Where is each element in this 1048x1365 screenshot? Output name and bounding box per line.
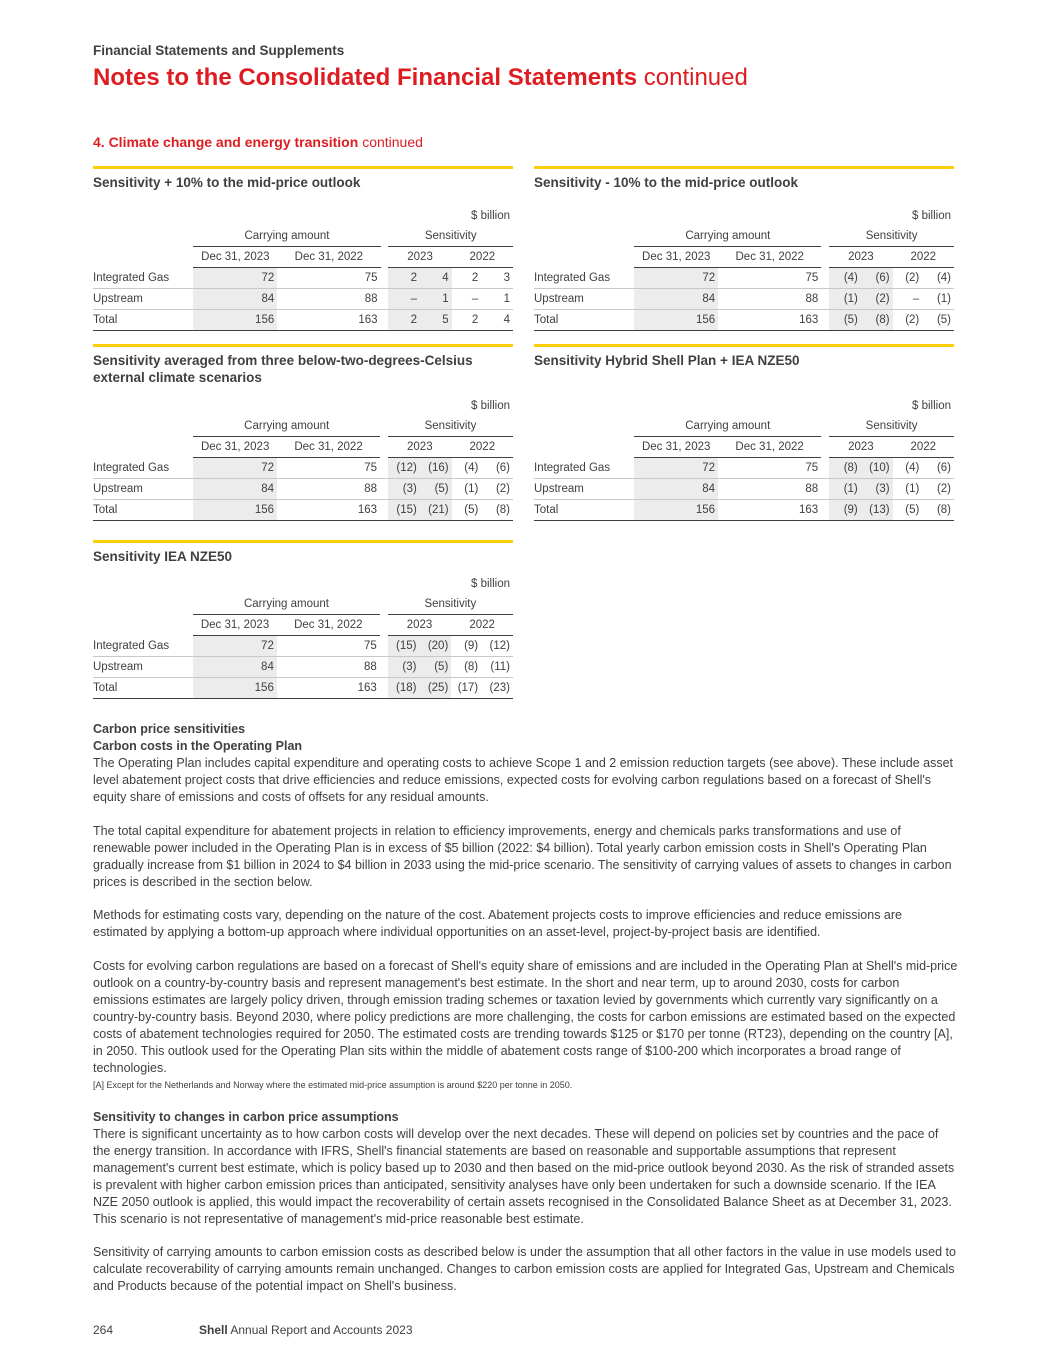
group-sensitivity: Sensitivity [388, 594, 513, 615]
group-header-row [93, 594, 513, 615]
carrying-2023: 156 [634, 310, 718, 331]
footnote: [A] Except for the Netherlands and Norway where the estimated mid-price assumption is around $220 per tonne in 2050. [93, 1080, 573, 1090]
year-dec-2022: Dec 31, 2022 [718, 247, 821, 268]
sensitivity-2023-a: (3) [388, 657, 420, 678]
year-2022: 2022 [893, 247, 954, 268]
sensitivity-2023-b: (2) [861, 289, 893, 310]
carrying-2022: 163 [277, 678, 380, 699]
sensitivity-2023-a: (3) [388, 479, 420, 500]
carrying-2022: 88 [718, 479, 821, 500]
sensitivity-2023-a: (4) [829, 268, 861, 289]
footer-brand: Shell [199, 1323, 228, 1337]
heading-sensitivity-carbon-price: Sensitivity to changes in carbon price assumptions [93, 1110, 399, 1124]
carrying-2023: 84 [193, 479, 277, 500]
row-label: Total [534, 500, 634, 521]
carrying-2023: 72 [634, 268, 718, 289]
group-carrying-amount: Carrying amount [634, 416, 821, 437]
table-row [534, 268, 954, 289]
sensitivity-2022-b: (6) [922, 458, 954, 479]
heading-carbon-costs-operating-plan: Carbon costs in the Operating Plan [93, 739, 303, 753]
unit-label: $ billion [471, 210, 510, 222]
carrying-2022: 163 [277, 500, 380, 521]
carrying-2023: 156 [193, 678, 277, 699]
carrying-2023: 84 [634, 289, 718, 310]
row-label: Integrated Gas [93, 636, 193, 657]
year-2023: 2023 [388, 615, 452, 636]
sensitivity-2022-b: (4) [922, 268, 954, 289]
section-title [93, 134, 423, 150]
year-2023: 2023 [388, 437, 452, 458]
table-sensitivity-plus-10 [93, 166, 513, 326]
unit-label: $ billion [912, 210, 951, 222]
carrying-2022: 75 [277, 636, 380, 657]
group-carrying-amount: Carrying amount [193, 226, 380, 247]
sensitivity-2023-b: (10) [861, 458, 893, 479]
row-label: Integrated Gas [534, 268, 634, 289]
sensitivity-2022-a: (5) [893, 500, 923, 521]
group-header-row [534, 416, 954, 437]
unit-label: $ billion [912, 400, 951, 412]
sensitivity-2022-a: (4) [452, 458, 482, 479]
page-title-continued: continued [643, 64, 748, 91]
sensitivity-2023-b: (21) [420, 500, 452, 521]
table-row [93, 479, 513, 500]
sensitivity-2023-b: 5 [420, 310, 452, 331]
header-section-label: Financial Statements and Supplements [93, 43, 345, 58]
table-row [534, 310, 954, 331]
footer-report [199, 1323, 413, 1337]
year-2023: 2023 [388, 247, 451, 268]
unit-row [93, 396, 513, 416]
page-title-main: Notes to the Consolidated Financial Statements [93, 64, 638, 91]
table-row [93, 310, 513, 331]
sensitivity-2023-b: (16) [420, 458, 452, 479]
year-dec-2023: Dec 31, 2023 [634, 437, 718, 458]
year-2022: 2022 [452, 437, 513, 458]
data-table [534, 206, 954, 331]
carrying-2022: 163 [718, 500, 821, 521]
sensitivity-2023-b: 1 [420, 289, 452, 310]
unit-row [93, 206, 513, 226]
year-dec-2023: Dec 31, 2023 [193, 615, 277, 636]
table-row [534, 479, 954, 500]
carrying-2022: 75 [277, 268, 380, 289]
year-2023: 2023 [829, 437, 892, 458]
sensitivity-2022-b: (8) [481, 500, 513, 521]
year-2022: 2022 [451, 615, 513, 636]
year-header-row [93, 615, 513, 636]
carrying-2022: 88 [277, 289, 380, 310]
row-label: Integrated Gas [93, 458, 193, 479]
sensitivity-2022-a: (4) [893, 458, 923, 479]
sensitivity-2023-a: (12) [388, 458, 420, 479]
year-dec-2022: Dec 31, 2022 [277, 437, 380, 458]
year-header-row [534, 247, 954, 268]
group-header-row [534, 226, 954, 247]
year-dec-2022: Dec 31, 2022 [277, 247, 380, 268]
row-label: Upstream [93, 479, 193, 500]
table-row [93, 289, 513, 310]
group-header-row [93, 416, 513, 437]
carrying-2023: 84 [193, 289, 277, 310]
page-number: 264 [93, 1323, 114, 1337]
unit-label: $ billion [471, 578, 510, 590]
sensitivity-2023-a: 2 [388, 310, 420, 331]
carrying-2023: 156 [634, 500, 718, 521]
sensitivity-2022-a: 2 [452, 268, 482, 289]
section-title-continued: continued [362, 134, 423, 150]
footer-report-name: Annual Report and Accounts 2023 [230, 1323, 413, 1337]
row-label: Integrated Gas [534, 458, 634, 479]
table-accent-bar [93, 166, 513, 169]
sensitivity-2023-a: (18) [388, 678, 420, 699]
sensitivity-2023-b: (25) [419, 678, 451, 699]
paragraph-3: Methods for estimating costs vary, depending on the nature of the cost. Abatement projects costs to improve efficiencies and reduce emissions are estimated by applying a bottom-up approach where individual opportunities on an asset-level, project-by-project basis are identified. [93, 908, 902, 939]
sensitivity-2022-a: 2 [452, 310, 482, 331]
sensitivity-2023-a: (5) [829, 310, 861, 331]
unit-row [534, 396, 954, 416]
carrying-2022: 163 [277, 310, 380, 331]
table-title: Sensitivity - 10% to the mid-price outlook [534, 175, 799, 190]
table-accent-bar [534, 344, 954, 347]
sensitivity-2023-a: (15) [388, 500, 420, 521]
table-sensitivity-below-two-degrees [93, 344, 513, 516]
sensitivity-2023-b: (6) [861, 268, 893, 289]
year-2022: 2022 [452, 247, 513, 268]
paragraph-6: Sensitivity of carrying amounts to carbon emission costs as described below is under the assumption that all other factors in the value in use models used to calculate recoverability of carrying amounts remain unchanged. Changes to carbon emission costs are applied for Integrated Gas, Upstream and Chemicals and Products because of the potential impact on Shell's business. [93, 1245, 956, 1293]
sensitivity-2022-b: 1 [481, 289, 513, 310]
page-title [93, 64, 748, 92]
year-2022: 2022 [893, 437, 954, 458]
table-title: Sensitivity + 10% to the mid-price outlook [93, 175, 361, 190]
year-dec-2023: Dec 31, 2023 [193, 437, 277, 458]
sensitivity-2022-b: (2) [922, 479, 954, 500]
year-dec-2022: Dec 31, 2022 [718, 437, 821, 458]
year-dec-2022: Dec 31, 2022 [277, 615, 380, 636]
data-table [93, 396, 513, 521]
sensitivity-2022-a: (2) [893, 310, 923, 331]
carrying-2023: 156 [193, 310, 277, 331]
table-sensitivity-hybrid-shell-plan [534, 344, 954, 516]
table-row [93, 657, 513, 678]
sensitivity-2022-b: (11) [481, 657, 513, 678]
row-label: Total [534, 310, 634, 331]
row-label: Total [93, 678, 193, 699]
year-header-row [93, 437, 513, 458]
group-carrying-amount: Carrying amount [634, 226, 821, 247]
carrying-2022: 88 [277, 657, 380, 678]
data-table [93, 206, 513, 331]
sensitivity-2022-a: (17) [451, 678, 481, 699]
paragraph-5: There is significant uncertainty as to how carbon costs will develop over the next decades. These will depend on policies set by countries and the pace of the energy transition. In accordance with IFRS, Shell's financial statements are based on reasonable and supportable assumptions that represent management's current best estimate, which is policy based up to 2030 and then based on the mid-price outlook beyond 2030. As the risk of stranded assets is prevalent with higher carbon emission prices than anticipated, sensitivity analyses have only been undertaken for such a downside scenario. If the IEA NZE 2050 outlook is applied, this would impact the recoverability of certain assets recognised in the Consolidated Balance Sheet as at December 31, 2023. This scenario is not representative of management's mid-price reasonable best estimate. [93, 1127, 955, 1226]
row-label: Integrated Gas [93, 268, 193, 289]
year-dec-2023: Dec 31, 2023 [193, 247, 277, 268]
sensitivity-2023-b: (5) [420, 479, 452, 500]
sensitivity-2022-b: (12) [481, 636, 513, 657]
table-row [93, 268, 513, 289]
row-label: Upstream [93, 657, 193, 678]
row-label: Upstream [93, 289, 193, 310]
unit-label: $ billion [471, 400, 510, 412]
carrying-2022: 163 [718, 310, 821, 331]
sensitivity-2022-a: (5) [452, 500, 482, 521]
group-header-row [93, 226, 513, 247]
sensitivity-2022-b: 3 [481, 268, 513, 289]
sensitivity-2022-a: (1) [893, 479, 923, 500]
sensitivity-2022-a: – [452, 289, 482, 310]
table-row [93, 458, 513, 479]
group-sensitivity: Sensitivity [388, 226, 513, 247]
year-header-row [93, 247, 513, 268]
sensitivity-2023-a: (1) [829, 479, 861, 500]
heading-carbon-price-sensitivities: Carbon price sensitivities [93, 722, 246, 736]
table-title: Sensitivity Hybrid Shell Plan + IEA NZE50 [534, 353, 800, 368]
data-table [93, 574, 513, 699]
section-title-main: 4. Climate change and energy transition [93, 134, 359, 150]
sensitivity-2022-b: 4 [481, 310, 513, 331]
sensitivity-2023-a: (9) [829, 500, 861, 521]
paragraph-1: The Operating Plan includes capital expenditure and operating costs to achieve Scope 1 and 2 emission reduction targets (see above). These include asset level abatement project costs that drive efficiencies and reduce emissions, expected costs for evolving carbon regulations based on a forecast of Shell's equity share of emissions and costs of offsets for any residual amounts. [93, 756, 954, 804]
sensitivity-2023-a: (15) [388, 636, 420, 657]
table-title: Sensitivity averaged from three below-two-degrees-Celsius external climate scenarios [93, 353, 473, 385]
table-accent-bar [93, 540, 513, 543]
group-sensitivity: Sensitivity [388, 416, 513, 437]
sensitivity-2023-b: 4 [420, 268, 452, 289]
sensitivity-2023-b: (13) [861, 500, 893, 521]
table-row [93, 678, 513, 699]
sensitivity-2022-b: (8) [922, 500, 954, 521]
paragraph-4: Costs for evolving carbon regulations are based on a forecast of Shell's equity share of emissions and are included in the Operating Plan at Shell's mid-price outlook on a country-by-country basis and represent management's best estimate. In the short and near term, up to around 2030, costs for carbon emissions estimates are largely policy driven, through emission trading schemes or taxation levied by governments which currently vary significantly on a country-by-country basis. Beyond 2030, where policy predictions are more challenging, the costs for carbon emissions are estimated based on the expected costs of abatement technologies required for 2050. The estimated costs are trending towards $125 or $170 per tonne (RT23), depending on the country [A], in 2050. This outlook used for the Operating Plan sits within the middle of abatement costs range of $100-200 which incorporates a broad range of technologies. [93, 959, 958, 1075]
sensitivity-2023-a: (1) [829, 289, 861, 310]
carrying-2022: 75 [718, 458, 821, 479]
table-sensitivity-minus-10 [534, 166, 954, 326]
carrying-2022: 88 [277, 479, 380, 500]
sensitivity-2023-a: (8) [829, 458, 861, 479]
sensitivity-2022-b: (5) [922, 310, 954, 331]
sensitivity-2023-a: – [388, 289, 420, 310]
sensitivity-2023-b: (5) [419, 657, 451, 678]
paragraph-2: The total capital expenditure for abatement projects in relation to efficiency improvements, energy and chemicals parks transformations and use of renewable power included in the Operating Plan is in excess of $5 billion (2022: $4 billion). Total yearly carbon emission costs in Shell's Operating Plan gradually increase from $1 billion in 2024 to $4 billion in 2033 using the mid-price scenario. The sensitivity of carrying values of assets to changes in carbon prices is described in the section below. [93, 824, 952, 889]
unit-row [93, 574, 513, 594]
sensitivity-2023-a: 2 [388, 268, 420, 289]
table-accent-bar [534, 166, 954, 169]
sensitivity-2022-a: (8) [451, 657, 481, 678]
sensitivity-2022-a: – [893, 289, 923, 310]
group-carrying-amount: Carrying amount [193, 594, 380, 615]
carrying-2023: 84 [634, 479, 718, 500]
sensitivity-2022-a: (2) [893, 268, 923, 289]
table-row [534, 500, 954, 521]
sensitivity-2022-a: (9) [451, 636, 481, 657]
sensitivity-2023-b: (20) [419, 636, 451, 657]
carrying-2022: 75 [718, 268, 821, 289]
year-header-row [534, 437, 954, 458]
group-sensitivity: Sensitivity [829, 226, 954, 247]
carrying-2022: 88 [718, 289, 821, 310]
sensitivity-2022-b: (6) [481, 458, 513, 479]
unit-row [534, 206, 954, 226]
carrying-2022: 75 [277, 458, 380, 479]
year-2023: 2023 [829, 247, 892, 268]
sensitivity-2023-b: (3) [861, 479, 893, 500]
sensitivity-2022-b: (2) [481, 479, 513, 500]
data-table [534, 396, 954, 521]
year-dec-2023: Dec 31, 2023 [634, 247, 718, 268]
table-row [534, 289, 954, 310]
table-row [534, 458, 954, 479]
carrying-2023: 156 [193, 500, 277, 521]
row-label: Upstream [534, 479, 634, 500]
carrying-2023: 72 [193, 636, 277, 657]
row-label: Upstream [534, 289, 634, 310]
group-sensitivity: Sensitivity [829, 416, 954, 437]
carrying-2023: 72 [193, 268, 277, 289]
carrying-2023: 72 [634, 458, 718, 479]
sensitivity-2023-b: (8) [861, 310, 893, 331]
table-title: Sensitivity IEA NZE50 [93, 549, 233, 564]
table-row [93, 636, 513, 657]
sensitivity-2022-a: (1) [452, 479, 482, 500]
group-carrying-amount: Carrying amount [193, 416, 380, 437]
table-accent-bar [93, 344, 513, 347]
sensitivity-2022-b: (23) [481, 678, 513, 699]
carrying-2023: 84 [193, 657, 277, 678]
sensitivity-2022-b: (1) [922, 289, 954, 310]
row-label: Total [93, 310, 193, 331]
carrying-2023: 72 [193, 458, 277, 479]
row-label: Total [93, 500, 193, 521]
table-row [93, 500, 513, 521]
table-sensitivity-iea-nze50 [93, 540, 513, 694]
